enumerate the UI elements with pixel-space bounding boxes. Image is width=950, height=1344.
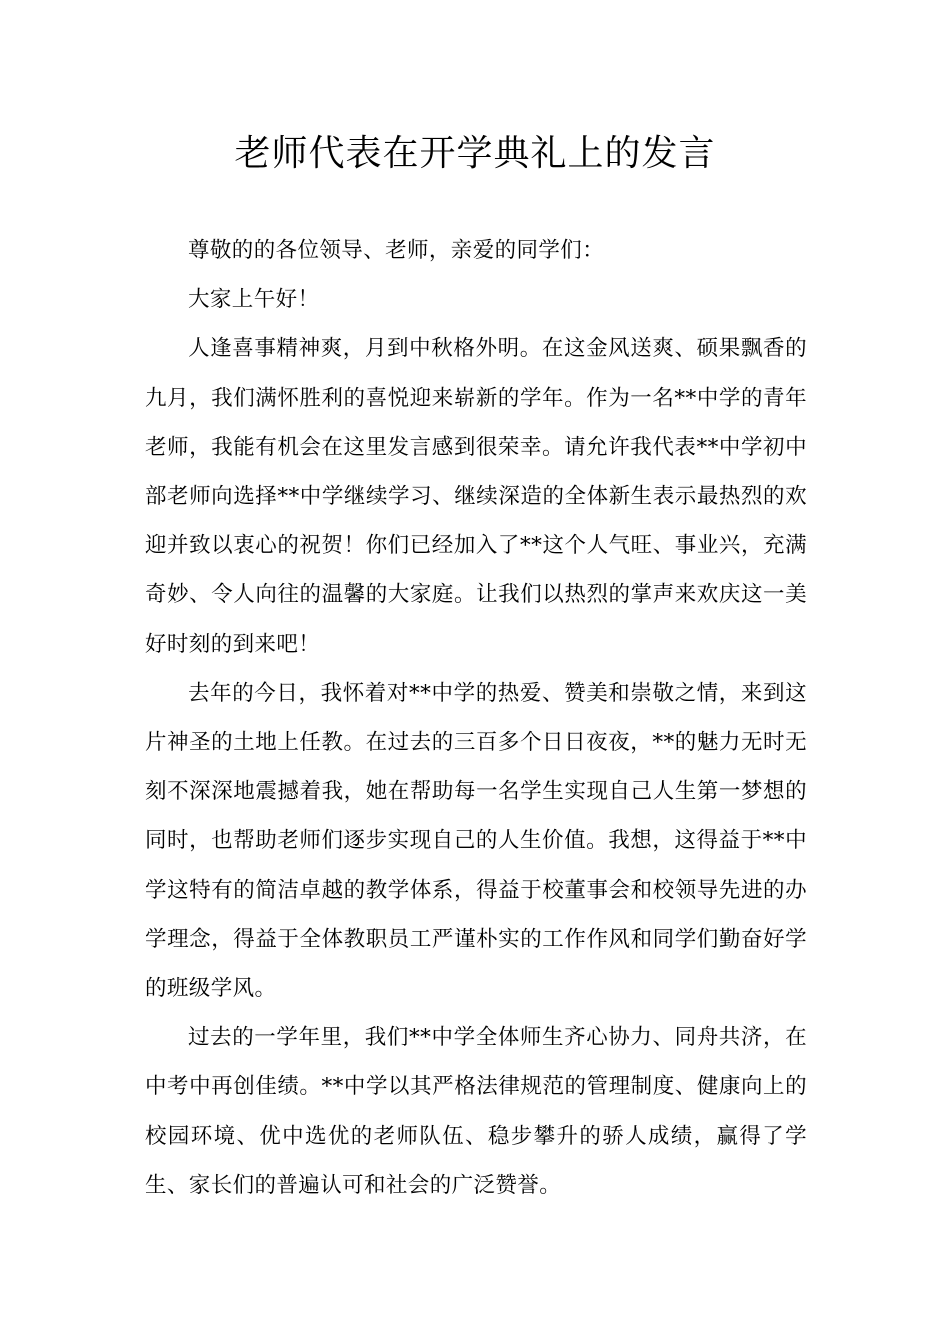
- greeting-paragraph: 大家上午好！: [188, 287, 320, 313]
- document-body: [145, 226, 807, 1210]
- salutation-paragraph: 尊敬的的各位领导、老师，亲爱的同学们：: [188, 238, 605, 263]
- document-title: 老师代表在开学典礼上的发言: [234, 133, 716, 174]
- body-paragraph: 过去的一学年里，我们**中学全体师生齐心协力、同舟共济，在中考中再创佳绩。**中学以其严格法律规范的管理制度、健康向上的校园环境、优中选优的老师队伍、稳步攀升的骄人成绩，赢得了学生、家长们的普遍认可和社会的广泛赞誉。: [145, 1025, 807, 1198]
- body-paragraph: 去年的今日，我怀着对**中学的热爱、赞美和崇敬之情，来到这片神圣的土地上任教。在过去的三百多个日日夜夜，**的魅力无时无刻不深深地震撼着我，她在帮助每一名学生实现自己人生第一梦想的同时，也帮助老师们逐步实现自己的人生价值。我想，这得益于**中学这特有的简洁卓越的教学体系，得益于校董事会和校领导先进的办学理念，得益于全体教职员工严谨朴实的工作作风和同学们勤奋好学的班级学风。: [145, 680, 807, 1002]
- body-paragraph: 人逢喜事精神爽，月到中秋格外明。在这金风送爽、硕果飘香的九月，我们满怀胜利的喜悦迎来崭新的学年。作为一名**中学的青年老师，我能有机会在这里发言感到很荣幸。请允许我代表**中学初中部老师向选择**中学继续学习、继续深造的全体新生表示最热烈的欢迎并致以衷心的祝贺！你们已经加入了**这个人气旺、事业兴，充满奇妙、令人向往的温馨的大家庭。让我们以热烈的掌声来欢庆这一美好时刻的到来吧！: [145, 336, 807, 657]
